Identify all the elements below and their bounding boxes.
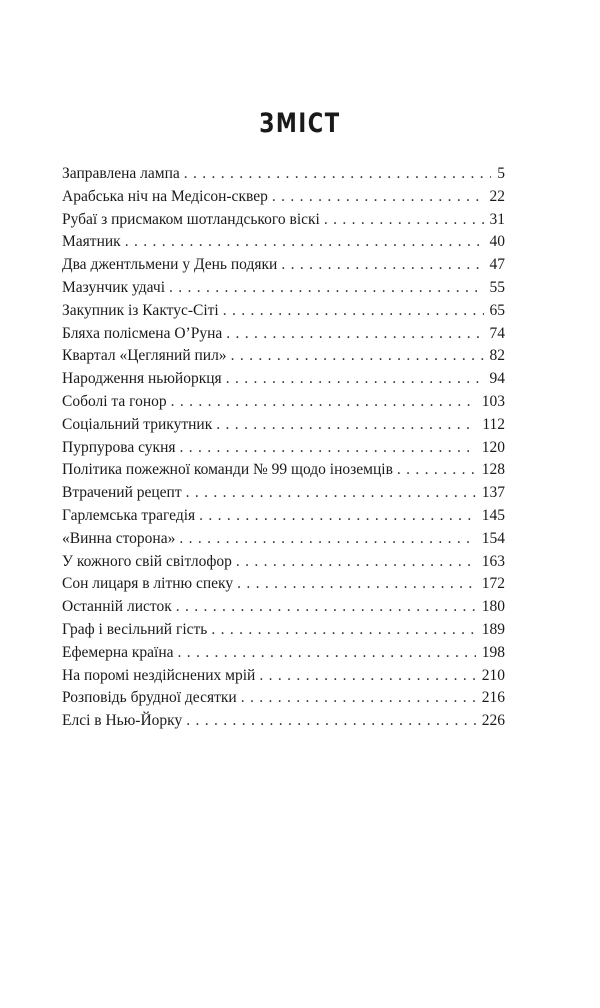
toc-entry	[62, 596, 505, 619]
dot-leader	[199, 505, 476, 528]
dot-leader	[186, 482, 476, 505]
toc-entry-page-number: 55	[489, 278, 505, 296]
toc-entry-page-number: 22	[489, 187, 505, 205]
toc-entry-page-number: 145	[481, 506, 505, 524]
toc-entry	[62, 254, 505, 277]
toc-entry-page-number: 103	[481, 392, 505, 410]
toc-entry-page-number: 47	[489, 256, 505, 274]
toc-entry-page-number: 226	[481, 712, 505, 730]
dot-leader	[125, 231, 484, 254]
toc-entry-page-number: 210	[481, 666, 505, 684]
dot-leader	[226, 368, 484, 391]
toc-entry-title: Бляха полісмена О’Руна	[62, 324, 223, 342]
toc-entry	[62, 528, 505, 551]
toc-entry	[62, 459, 505, 482]
toc-entry	[62, 391, 505, 414]
dot-leader	[231, 345, 484, 368]
toc-entry-title: Мазунчик удачі	[62, 278, 166, 296]
dot-leader	[178, 642, 476, 665]
toc-entry-title: Сон лицаря в літню спеку	[62, 575, 234, 593]
toc-entry	[62, 209, 505, 232]
dot-leader	[236, 551, 476, 574]
dot-leader	[259, 665, 475, 688]
toc-entry-title: Квартал «Цегляний пил»	[62, 347, 227, 365]
toc-entry	[62, 619, 505, 642]
dot-leader	[169, 277, 483, 300]
toc-entry-page-number: 120	[481, 438, 505, 456]
toc-entry-title: Гарлемська трагедія	[62, 506, 196, 524]
dot-leader	[226, 323, 483, 346]
dot-leader	[281, 254, 483, 277]
toc-entry	[62, 573, 505, 596]
toc-entry	[62, 505, 505, 528]
toc-entry-title: Втрачений рецепт	[62, 484, 182, 502]
toc-entry-title: Пурпурова сукня	[62, 438, 176, 456]
toc-entry-page-number: 5	[497, 165, 505, 182]
dot-leader	[184, 163, 492, 186]
toc-entry-page-number: 216	[481, 689, 505, 707]
toc-entry-page-number: 163	[481, 552, 505, 570]
toc-entry-page-number: 189	[481, 620, 505, 638]
toc-entry	[62, 482, 505, 505]
toc-entry	[62, 368, 505, 391]
dot-leader	[216, 414, 476, 437]
toc-entry	[62, 414, 505, 437]
toc-entry	[62, 323, 505, 346]
toc-entry-page-number: 154	[481, 529, 505, 547]
dot-leader	[223, 300, 484, 323]
dot-leader	[176, 596, 476, 619]
toc-entry	[62, 665, 505, 688]
dot-leader	[397, 459, 476, 482]
toc-entry-title: На поромі нездійснених мрій	[62, 666, 256, 684]
toc-entry-page-number: 198	[481, 643, 505, 661]
toc-entry-title: Елсі в Нью-Йорку	[62, 712, 183, 730]
toc-entry-title: У кожного свій світлофор	[62, 552, 232, 570]
toc-entry-title: Арабська ніч на Медісон-сквер	[62, 187, 268, 205]
toc-entry	[62, 437, 505, 460]
toc-entry-title: Останній листок	[62, 598, 172, 616]
page-title: ЗМІСТ	[259, 108, 341, 139]
dot-leader	[211, 619, 475, 642]
toc-entry-title: Політика пожежної команди № 99 щодо іноземців	[62, 461, 393, 479]
toc-entry-title: Маятник	[62, 233, 121, 251]
table-of-contents	[62, 163, 505, 733]
toc-entry-page-number: 128	[481, 461, 505, 479]
toc-entry-page-number: 94	[489, 370, 505, 388]
toc-entry-title: Закупник із Кактус-Сіті	[62, 301, 219, 319]
toc-entry-title: Заправлена лампа	[62, 165, 180, 182]
toc-entry-page-number: 31	[489, 210, 505, 228]
toc-entry	[62, 551, 505, 574]
toc-entry-title: Народження ньюйоркця	[62, 370, 222, 388]
toc-entry-page-number: 172	[481, 575, 505, 593]
toc-entry	[62, 710, 505, 733]
toc-entry	[62, 231, 505, 254]
toc-entry	[62, 687, 505, 710]
toc-entry-title: Розповідь брудної десятки	[62, 689, 237, 707]
toc-entry	[62, 642, 505, 665]
toc-entry-title: «Винна сторона»	[62, 529, 176, 547]
toc-entry-title: Соціальний трикутник	[62, 415, 213, 433]
toc-entry	[62, 277, 505, 300]
toc-entry	[62, 186, 505, 209]
toc-entry	[62, 163, 505, 186]
dot-leader	[324, 209, 484, 232]
dot-leader	[186, 710, 476, 733]
dot-leader	[171, 391, 476, 414]
toc-entry-page-number: 74	[489, 324, 505, 342]
dot-leader	[272, 186, 484, 209]
toc-entry-title: Два джентльмени у День подяки	[62, 256, 278, 274]
toc-entry-page-number: 180	[481, 598, 505, 616]
toc-entry	[62, 300, 505, 323]
toc-entry-page-number: 137	[481, 484, 505, 502]
toc-entry-title: Граф і весільний гість	[62, 620, 208, 638]
dot-leader	[179, 528, 475, 551]
dot-leader	[237, 573, 476, 596]
dot-leader	[241, 687, 476, 710]
toc-entry-page-number: 65	[489, 301, 505, 319]
toc-entry-page-number: 40	[489, 233, 505, 251]
toc-entry-title: Соболі та гонор	[62, 392, 167, 410]
toc-entry-page-number: 112	[482, 415, 505, 433]
toc-entry-page-number: 82	[489, 347, 505, 365]
toc-entry-title: Ефемерна країна	[62, 643, 174, 661]
toc-entry-title: Рубаї з присмаком шотландського віскі	[62, 210, 320, 228]
dot-leader	[180, 437, 476, 460]
toc-entry	[62, 345, 505, 368]
